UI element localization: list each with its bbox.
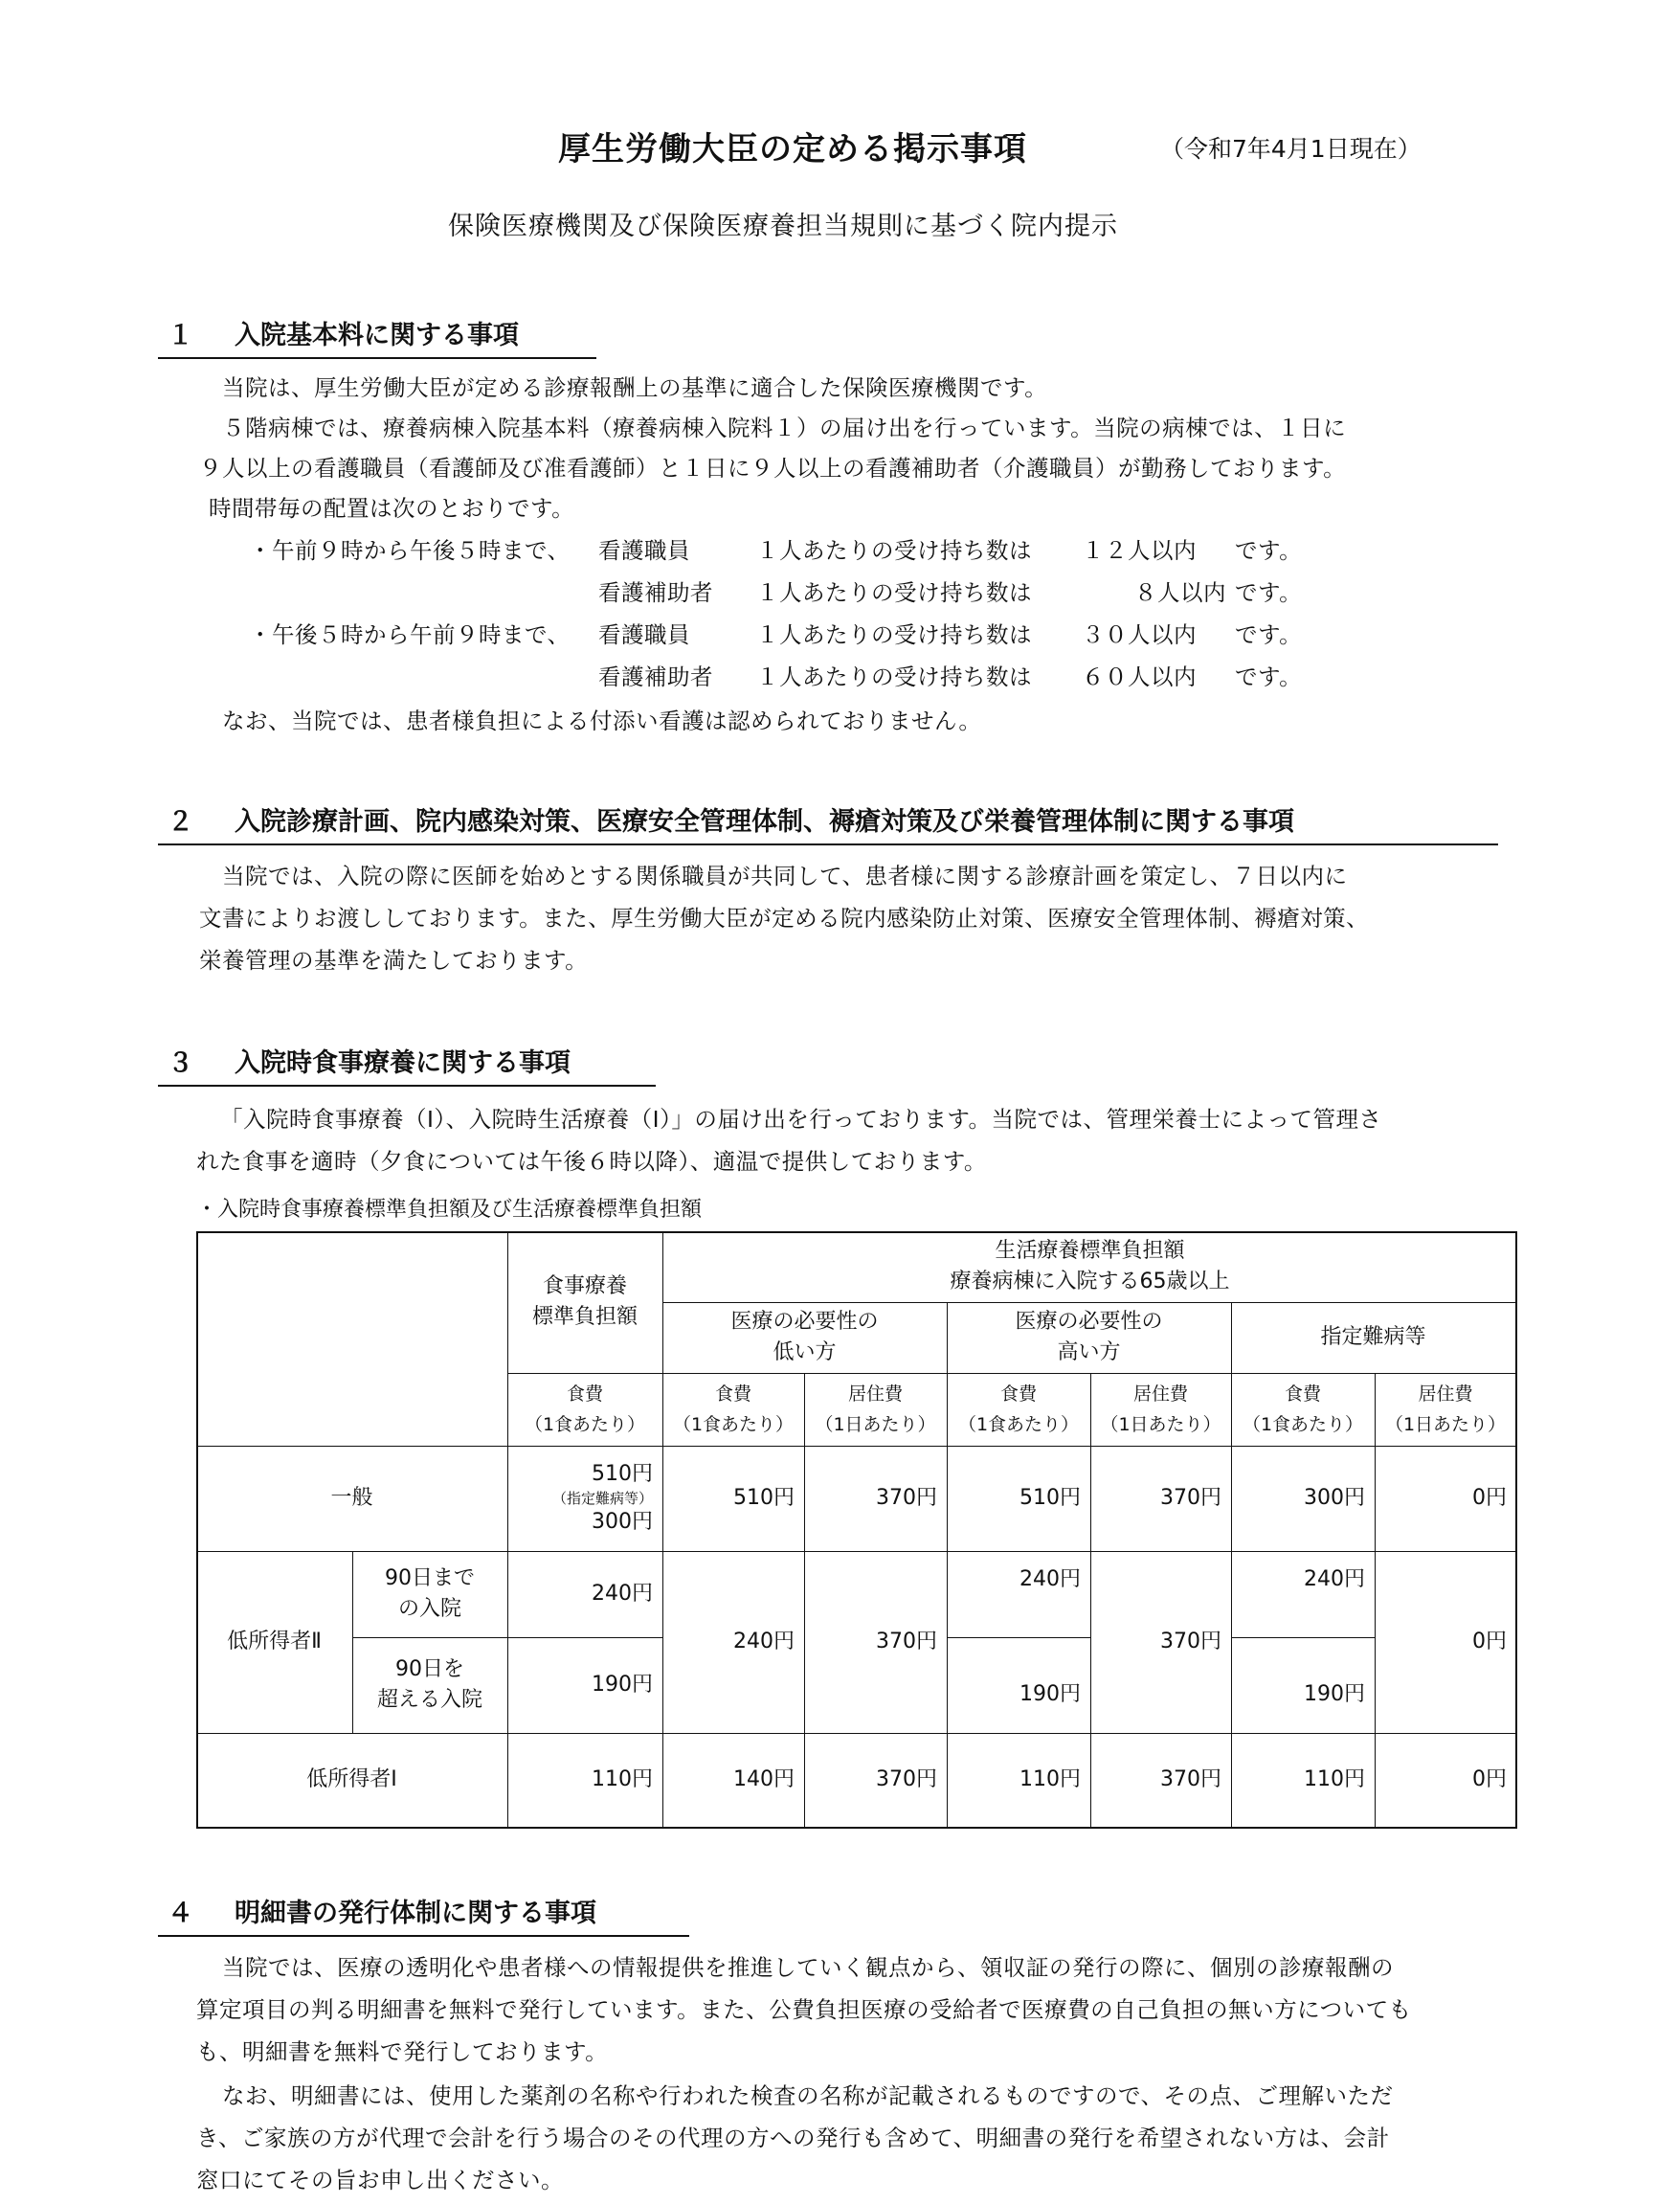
staffing-role: 看護職員 [598,621,690,648]
header-meal-standard: 食事療養 標準負担額 [531,1274,638,1329]
section-title: 入院診療計画、院内感染対策、医療安全管理体制、褥瘡対策及び栄養管理体制に関する事項 [235,807,1294,837]
section-number: ４ [168,1899,193,1928]
general-meal-standard: 510円 （指定難病等） 300円 [551,1462,653,1535]
staffing-period: ・午後５時から午前９時まで、 [249,621,571,648]
low1-value: 110円 [1019,1767,1081,1792]
paragraph-line: なお、明細書には、使用した薬剤の名称や行われた検査の名称が記載されるものですので、その点、ご理解いただ [222,2082,1394,2109]
section-title: 入院時食事療養に関する事項 [235,1048,571,1078]
staffing-role: 看護職員 [598,537,690,564]
header-living-standard: 生活療養標準負担額 療養病棟に入院する65歳以上 [950,1239,1230,1293]
general-value: 370円 [876,1486,937,1511]
paragraph-line: 「入院時食事療養（Ⅰ）、入院時生活療養（Ⅰ）」の届け出を行っております。当院では、管理栄養士によって管理さ [220,1106,1382,1133]
subheader-food: 食費 （1食あたり） [1242,1383,1364,1435]
staffing-role: 看護補助者 [598,579,713,606]
paragraph-line: 文書によりお渡ししております。また、厚生労働大臣が定める院内感染防止対策、医療安全管理体制、褥瘡対策、 [199,905,1370,932]
subheader-food: 食費 （1食あたり） [524,1383,646,1435]
low2-intractable-food-2: 190円 [1304,1682,1365,1707]
header-intractable: 指定難病等 [1320,1325,1426,1350]
staffing-count: ３０人以内 [1082,621,1197,648]
paragraph-line: 当院では、入院の際に医師を始めとする関係職員が共同して、患者様に関する診療計画を策定し、７日以内に [222,863,1348,889]
staffing-suffix: です。 [1235,579,1303,606]
staffing-suffix: です。 [1235,663,1303,690]
general-value: 300円 [1304,1486,1365,1511]
section-3-heading [158,1042,656,1087]
staffing-role: 看護補助者 [598,663,713,690]
low2-intractable-residence: 0円 [1472,1630,1507,1654]
header-high-need: 医療の必要性の 高い方 [1015,1310,1163,1364]
section-number: ２ [168,807,193,837]
table-caption: ・入院時食事療養標準負担額及び生活療養標準負担額 [196,1198,703,1222]
general-value: 510円 [733,1486,795,1511]
low1-value: 370円 [876,1767,937,1792]
row-label-low-income-1: 低所得者Ⅰ [306,1767,397,1792]
paragraph-line: 時間帯毎の配置は次のとおりです。 [209,495,575,522]
staffing-suffix: です。 [1235,537,1303,564]
staffing-text: １人あたりの受け持ち数は [756,663,1032,690]
subheader-food: 食費 （1食あたり） [957,1383,1080,1435]
paragraph-line: ５階病棟では、療養病棟入院基本料（療養病棟入院料１）の届け出を行っています。当院の病棟では、１日に [222,415,1347,441]
low2-low-need-residence: 370円 [876,1630,937,1654]
staffing-count: １２人以内 [1082,537,1197,564]
page-title: 厚生労働大臣の定める掲示事項 [558,130,1027,169]
low2-intractable-food-1: 240円 [1304,1567,1365,1592]
low1-value: 110円 [592,1767,653,1792]
subheader-residence: 居住費 （1日あたり） [1384,1383,1507,1435]
subheader-food: 食費 （1食あたり） [672,1383,795,1435]
paragraph-line: なお、当院では、患者様負担による付添い看護は認められておりません。 [222,708,982,734]
general-value: 0円 [1472,1486,1507,1511]
sub-label-up-to-90: 90日まで の入院 [385,1566,475,1621]
row-label-general: 一般 [330,1486,373,1511]
header-low-need: 医療の必要性の 低い方 [730,1310,879,1364]
staffing-text: １人あたりの受け持ち数は [756,579,1032,606]
section-number: ３ [168,1048,193,1078]
low1-value: 140円 [733,1767,795,1792]
row-label-low-income-2: 低所得者Ⅱ [227,1630,322,1654]
staffing-count: ８人以内 [1134,579,1226,606]
low2-low-need-food: 240円 [733,1630,795,1654]
paragraph-line: 当院は、厚生労働大臣が定める診療報酬上の基準に適合した保険医療機関です。 [222,374,1048,401]
paragraph-line: 窓口にてその旨お申し出ください。 [196,2167,564,2193]
low1-value: 110円 [1304,1767,1365,1792]
staffing-count: ６０人以内 [1082,663,1197,690]
paragraph-line: ９人以上の看護職員（看護師及び准看護師）と１日に９人以上の看護補助者（介護職員）が勤務しております。 [199,455,1347,482]
subheader-residence: 居住費 （1日あたり） [1100,1383,1221,1435]
general-value: 510円 [1019,1486,1081,1511]
low1-value: 370円 [1160,1767,1221,1792]
section-4-heading [158,1892,689,1937]
low2-high-need-food-1: 240円 [1019,1567,1081,1592]
section-1-heading [158,314,596,359]
low2-high-need-food-2: 190円 [1019,1682,1081,1707]
paragraph-line: 栄養管理の基準を満たしております。 [199,947,589,974]
low2-meal-standard-1: 240円 [592,1582,653,1607]
general-value: 370円 [1160,1486,1221,1511]
paragraph-line: れた食事を適時（夕食については午後６時以降）、適温で提供しております。 [196,1148,987,1175]
low2-meal-standard-2: 190円 [592,1673,653,1698]
paragraph-line: 算定項目の判る明細書を無料で発行しています。また、公費負担医療の受給者で医療費の自己負担の無い方についても [196,1996,1412,2023]
paragraph-line: き、ご家族の方が代理で会計を行う場合のその代理の方への発行も含めて、明細書の発行を希望されない方は、会計 [196,2125,1390,2151]
section-number: １ [168,321,193,350]
section-title: 明細書の発行体制に関する事項 [235,1899,596,1928]
staffing-suffix: です。 [1235,621,1303,648]
staffing-period: ・午前９時から午後５時まで、 [249,537,571,564]
page-subtitle: 保険医療機関及び保険医療養担当規則に基づく院内提示 [448,212,1118,241]
section-2-heading [158,800,1498,845]
subheader-residence: 居住費 （1日あたり） [815,1383,936,1435]
sub-label-over-90: 90日を 超える入院 [376,1657,482,1712]
section-title: 入院基本料に関する事項 [235,321,519,350]
low2-high-need-residence: 370円 [1160,1630,1221,1654]
effective-date: （令和7年4月1日現在） [1160,135,1422,163]
paragraph-line: 当院では、医療の透明化や患者様への情報提供を推進していく観点から、領収証の発行の際に、個別の診療報酬の [222,1954,1394,1981]
low1-value: 0円 [1472,1767,1507,1792]
staffing-text: １人あたりの受け持ち数は [756,621,1032,648]
staffing-text: １人あたりの受け持ち数は [756,537,1032,564]
paragraph-line: も、明細書を無料で発行しております。 [196,2038,609,2065]
